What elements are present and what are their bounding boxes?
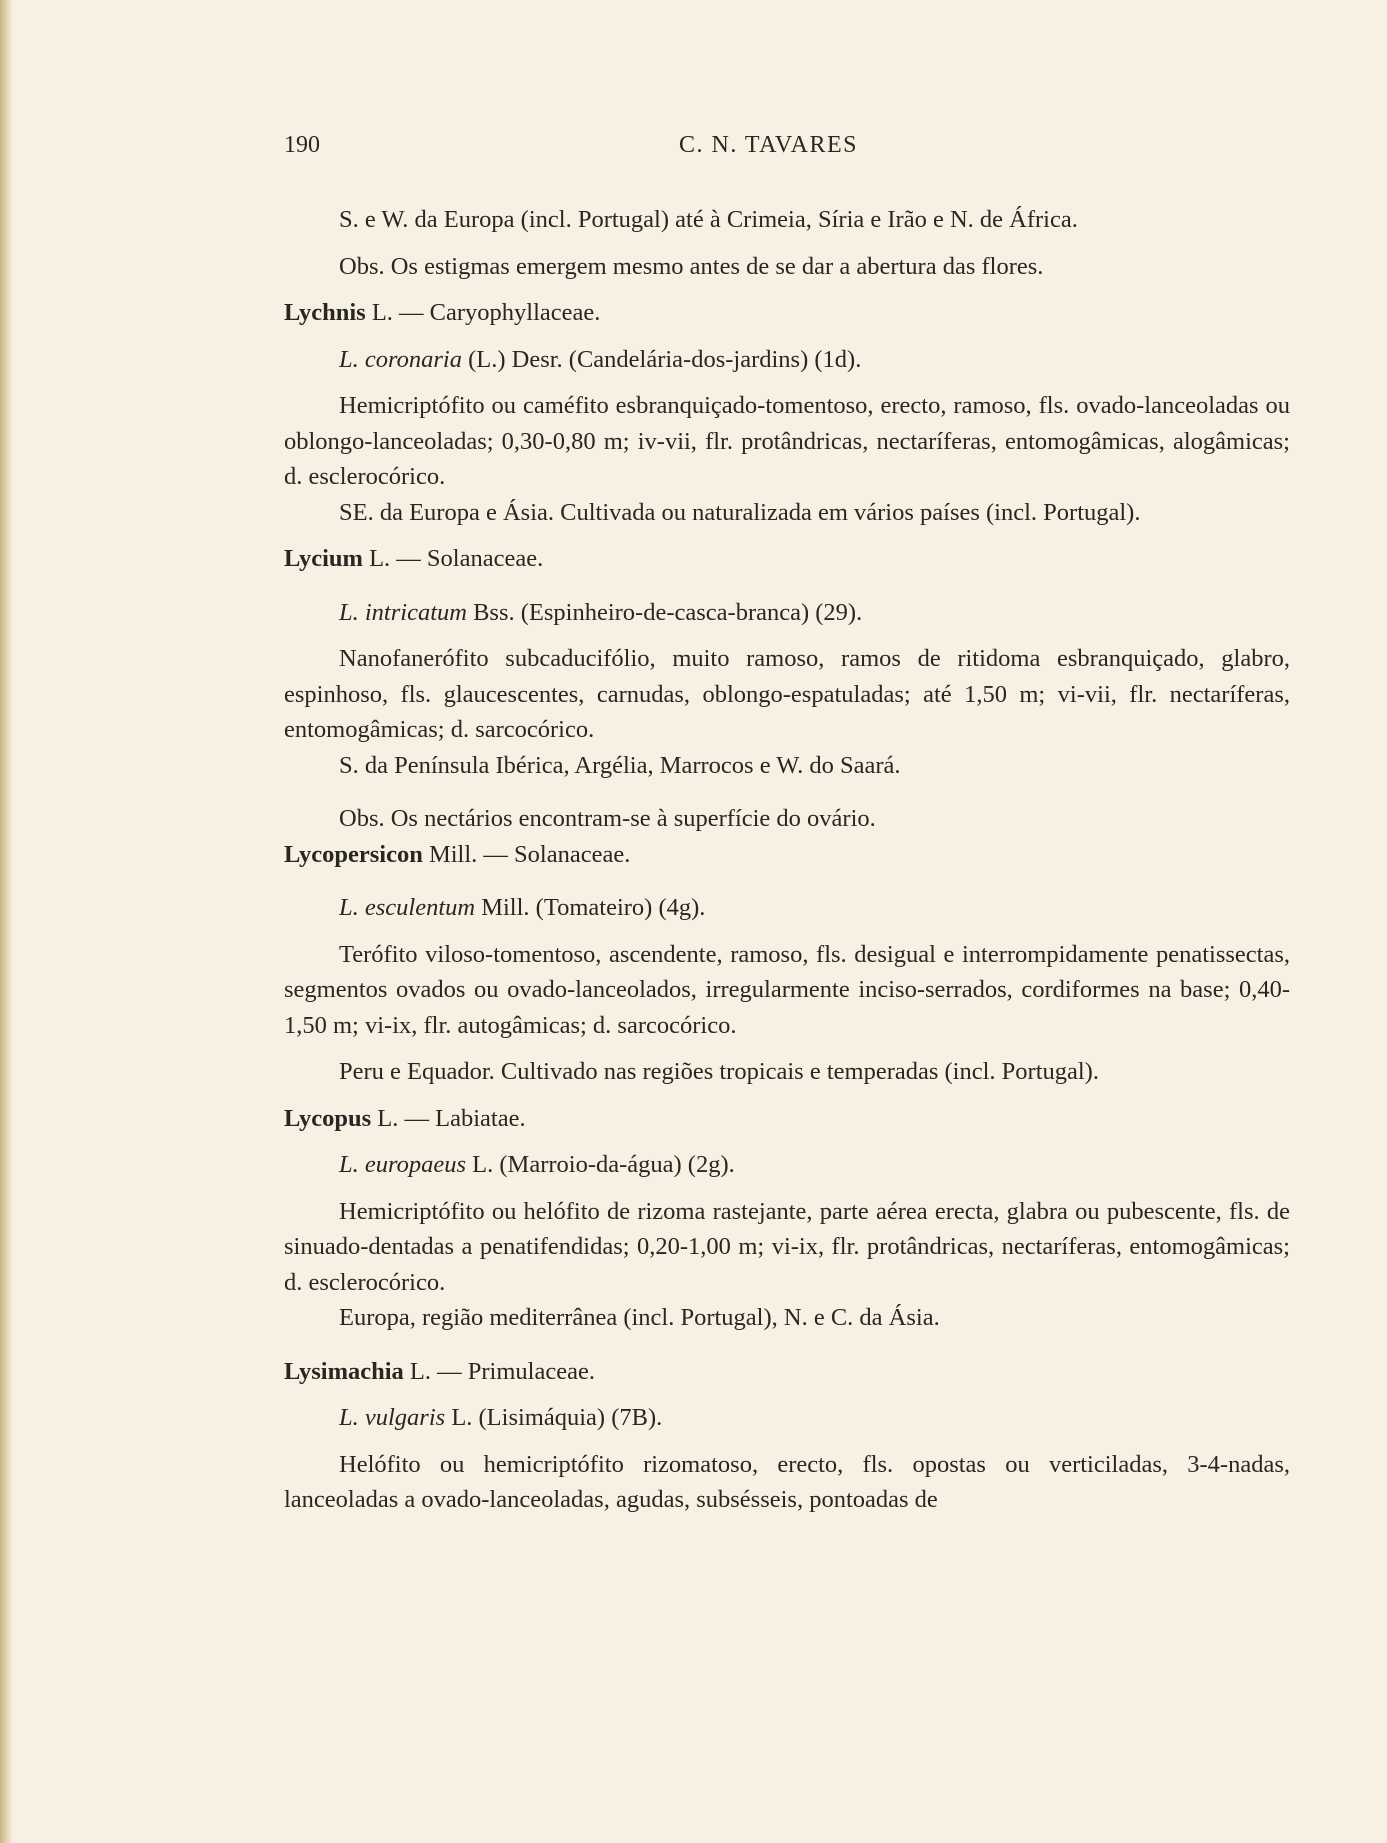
distribution-paragraph: Europa, região mediterrânea (incl. Portugal), N. e C. da Ásia. [339,1304,940,1331]
genus-family: L. — Primulaceae. [403,1357,595,1385]
document-page [284,128,1290,1518]
genus-name: Lychnis [284,299,366,326]
genus-heading [284,1354,1290,1390]
species-name: L. vulgaris [339,1404,446,1431]
species-details: Bss. (Espinheiro-de-casca-branca) (29). [466,598,863,626]
genus-heading [284,1101,1290,1137]
genus-heading [284,837,1290,873]
genus-family: Mill. — Solanaceae. [422,840,631,868]
genus-family: L. — Solanaceae. [362,545,544,572]
observation-paragraph: Obs. Os nectários encontram-se à superfície do ovário. [339,805,876,832]
running-head: C. N. TAVARES [679,132,858,158]
species-details: L. (Lisimáquia) (7B). [445,1404,663,1431]
species-heading [284,1400,1290,1436]
description-paragraph: Helófito ou hemicriptófito rizomatoso, erecto, fls. opostas ou verticiladas, 3-4-nadas, lanceoladas a ovado-lanceoladas, agudas, subsésseis, pontoadas de [284,1450,1290,1513]
species-heading [284,342,1290,378]
genus-name: Lycopus [284,1104,372,1132]
species-heading [284,890,1290,926]
genus-heading [284,541,1290,577]
genus-name: Lysimachia [284,1357,404,1385]
distribution-paragraph: S. e W. da Europa (incl. Portugal) até à Crimeia, Síria e Irão e N. de África. [339,206,1078,233]
distribution-paragraph: S. da Península Ibérica, Argélia, Marrocos e W. do Saará. [339,751,901,779]
species-heading [284,595,1290,631]
species-name: L. europaeus [339,1151,467,1178]
description-paragraph: Hemicriptófito ou helófito de rizoma rastejante, parte aérea erecta, glabra ou pubescente, fls. de sinuado-dentadas a penatifendidas; 0,20-1,00 m; vi-ix, flr. protândricas, nectaríferas, entomogâmicas; d. esclerocórico. [284,1197,1290,1296]
description-paragraph: Hemicriptófito ou caméfito esbranquiçado-tomentoso, erecto, ramoso, fls. ovado-lanceoladas ou oblongo-lanceoladas; 0,30-0,80 m; iv-vii, flr. protândricas, nectaríferas, entomogâmicas, alogâmicas; d. esclerocórico. [284,392,1290,490]
description-paragraph: Nanofanerófito subcaducifólio, muito ramoso, ramos de ritidoma esbranquiçado, glabro, espinhoso, fls. glaucescentes, carnudas, oblongo-espatuladas; até 1,50 m; vi-vii, flr. nectaríferas, entomogâmicas; d. sarcocórico. [284,645,1290,743]
genus-family: L. — Caryophyllaceae. [365,299,601,326]
description-paragraph: Terófito viloso-tomentoso, ascendente, ramoso, fls. desigual e interrompidamente penatissectas, segmentos ovados ou ovado-lanceolados, irregularmente inciso-serrados, cordiformes na base; 0,40-1,50 m; vi-ix, flr. autogâmicas; d. sarcocórico. [284,940,1290,1039]
genus-heading [284,295,1290,331]
species-name: L. esculentum [339,894,476,921]
species-name: L. coronaria [339,345,462,373]
species-name: L. intricatum [339,598,467,626]
species-details: Mill. (Tomateiro) (4g). [475,894,706,921]
page-binding-edge [0,0,12,1843]
species-details: (L.) Desr. (Candelária-dos-jardins) (1d). [461,345,862,373]
species-heading [284,1147,1290,1183]
page-number: 190 [284,132,320,158]
page-header [284,128,1290,168]
genus-name: Lycopersicon [284,840,423,868]
distribution-paragraph: Peru e Equador. Cultivado nas regiões tropicais e temperadas (incl. Portugal). [339,1058,1099,1085]
genus-family: L. — Labiatae. [371,1104,526,1132]
observation-paragraph: Obs. Os estigmas emergem mesmo antes de se dar a abertura das flores. [339,252,1044,280]
distribution-paragraph: SE. da Europa e Ásia. Cultivada ou naturalizada em vários países (incl. Portugal). [339,498,1141,526]
genus-name: Lycium [284,545,363,572]
species-details: L. (Marroio-da-água) (2g). [466,1151,735,1178]
